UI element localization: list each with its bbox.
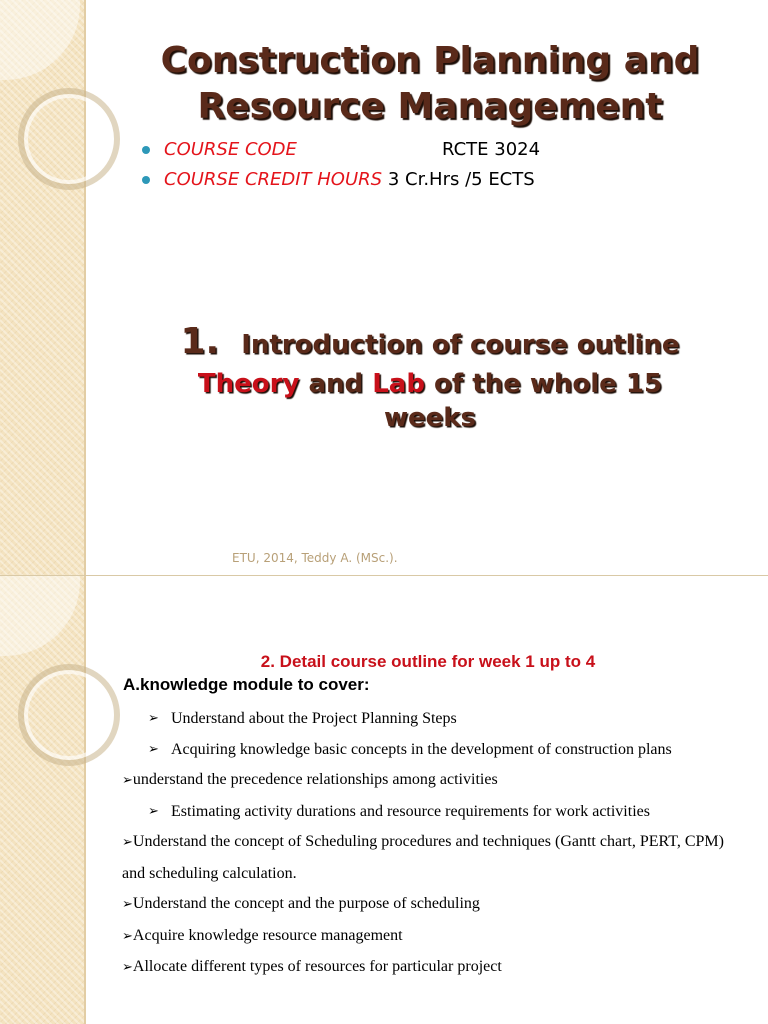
arrow-bullet-icon: ➢ (122, 897, 133, 912)
decorative-arc (0, 0, 80, 80)
credit-hours-item (140, 169, 535, 199)
slide-2 (0, 576, 768, 1024)
slide-title: Construction Planning and Resource Management (160, 40, 700, 127)
section-heading (110, 320, 750, 435)
decorative-arc (0, 576, 80, 656)
section-line1: Introduction of course outline (241, 330, 680, 360)
slide-footer: ETU, 2014, Teddy A. (MSc.). (232, 551, 398, 565)
list-item: ➢Allocate different types of resources for particular project (122, 958, 502, 975)
sidebar-decoration (0, 0, 86, 576)
credit-hours-value: 3 Cr.Hrs /5 ECTS (387, 169, 535, 190)
list-item: ➢understand the precedence relationships among activities (122, 771, 498, 788)
section-line3: weeks (383, 403, 477, 433)
list-item: ➢ Estimating activity durations and resource requirements for work activities (122, 797, 742, 828)
list-item: ➢Acquire knowledge resource management (122, 926, 403, 944)
knowledge-module-subheading: A.knowledge module to cover: (123, 675, 370, 694)
section-number: 1. (180, 321, 220, 362)
arrow-bullet-icon: ➢ (122, 960, 133, 975)
list-item: ➢Understand the concept of Scheduling procedures and techniques (Gantt chart, PERT, CPM) and scheduling calculation. (122, 833, 724, 882)
arrow-bullet-icon: ➢ (148, 711, 159, 726)
arrow-bullet-icon: ➢ (148, 803, 159, 819)
section-rest: of the whole 15 (434, 369, 663, 399)
outline-heading: 2. Detail course outline for week 1 up to 4 (260, 652, 596, 671)
list-item: ➢ Acquiring knowledge basic concepts in the development of construction plans (122, 735, 742, 766)
course-code-item (140, 139, 541, 169)
list-item: ➢ Understand about the Project Planning Steps (122, 704, 742, 735)
decorative-ring (18, 664, 120, 766)
credit-hours-label: COURSE CREDIT HOURS (164, 169, 383, 190)
course-info-list (140, 139, 541, 199)
lab-word: Lab (372, 369, 425, 399)
arrow-bullet-icon: ➢ (122, 928, 133, 944)
outline-items (122, 704, 742, 984)
sidebar-decoration (0, 576, 86, 1024)
theory-word: Theory (197, 369, 300, 399)
list-item: ➢Understand the concept and the purpose of scheduling (122, 895, 480, 912)
arrow-bullet-icon: ➢ (122, 835, 133, 850)
and-word: and (308, 369, 364, 399)
arrow-bullet-icon: ➢ (148, 741, 159, 757)
course-code-label: COURSE CODE (164, 139, 297, 160)
course-code-value: RCTE 3024 (442, 139, 541, 160)
arrow-bullet-icon: ➢ (122, 773, 133, 788)
